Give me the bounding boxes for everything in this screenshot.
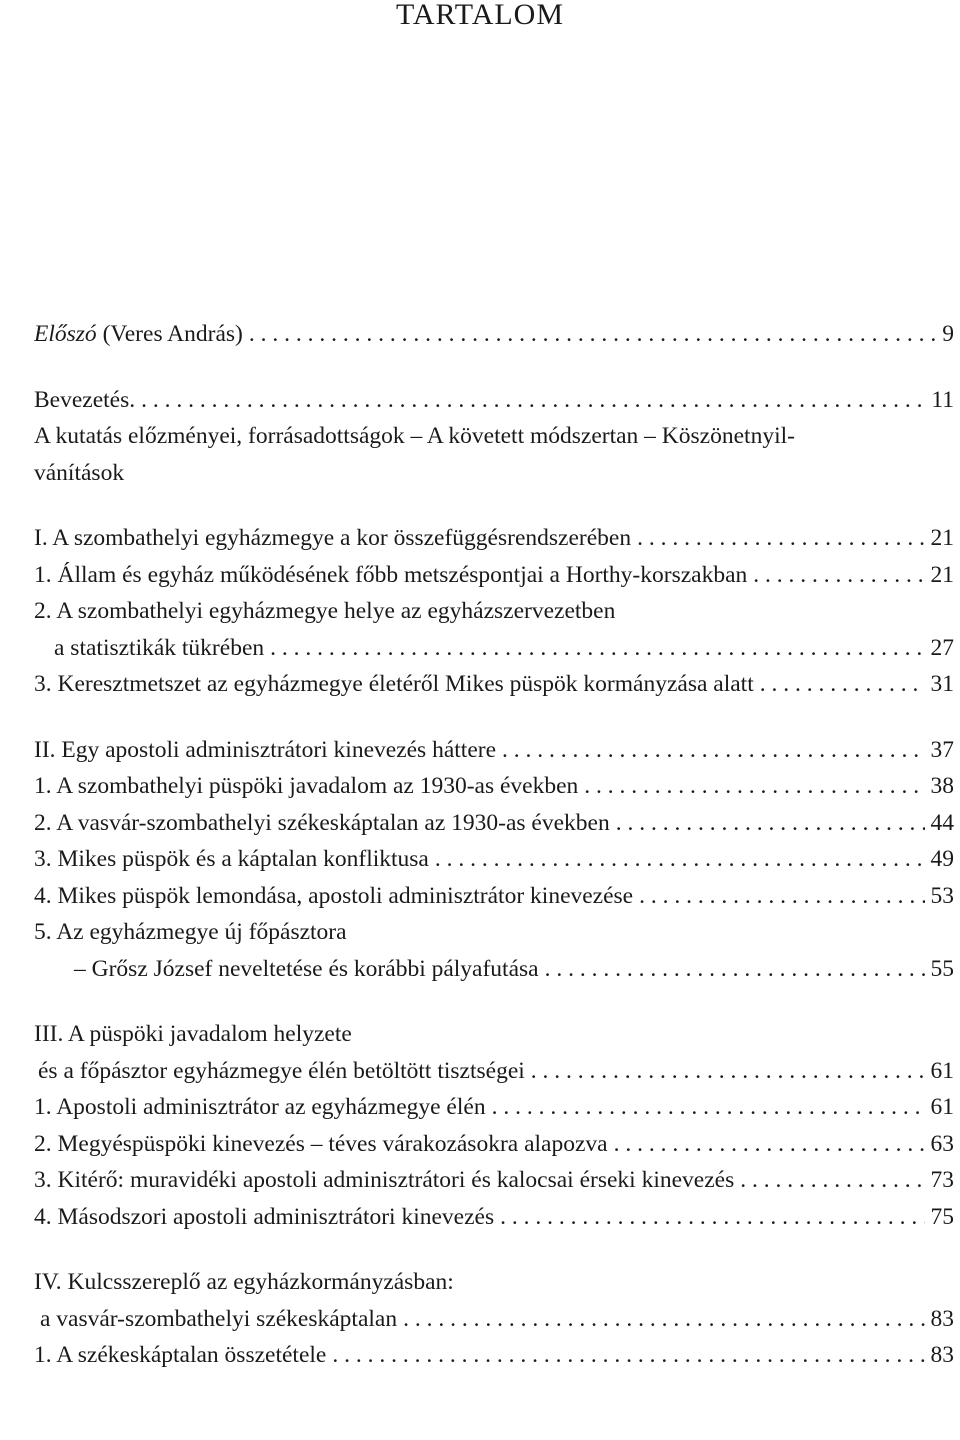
dot-leader bbox=[141, 382, 925, 419]
toc-entry-2-5-cont[interactable]: – Grősz József neveltetése és korábbi pályafutása . . . 55 bbox=[34, 951, 954, 988]
toc-entry-4-1[interactable]: 1. A székeskáptalan összetétele . . . 83 bbox=[34, 1337, 954, 1374]
page-number: 21 bbox=[930, 525, 954, 551]
page-number: 61 bbox=[930, 1057, 954, 1084]
toc-entry-3-4[interactable]: 4. Másodszori apostoli adminisztrátori kinevezés . . . 75 bbox=[34, 1199, 954, 1236]
dot-leader bbox=[403, 1301, 924, 1338]
dot-leader bbox=[500, 1199, 924, 1236]
toc-entry-chapter-1[interactable] bbox=[34, 520, 954, 557]
dot-leader bbox=[740, 1162, 924, 1199]
toc-entry-3-1[interactable]: 1. Apostoli adminisztrátor az egyházmegye élén . . . 61 bbox=[34, 1089, 954, 1126]
toc-entry-2-3[interactable]: 3. Mikes püspök és a káptalan konfliktusa . . . 49 bbox=[34, 841, 954, 878]
page-number: 9 bbox=[942, 321, 954, 347]
dot-leader bbox=[545, 951, 925, 988]
dot-leader bbox=[614, 1126, 925, 1163]
page-number: 75 bbox=[930, 1203, 954, 1230]
toc-entry-2-2[interactable]: 2. A vasvár-szombathelyi székeskáptalan az 1930-as években . . . 44 bbox=[34, 805, 954, 842]
toc-entry-1-2-cont[interactable]: a statisztikák tükrében . . . 27 bbox=[34, 630, 954, 667]
toc-entry-3-2[interactable]: 2. Megyéspüspöki kinevezés – téves várakozásokra alapozva . . . 63 bbox=[34, 1126, 954, 1163]
page-number: 61 bbox=[930, 1094, 954, 1120]
dot-leader bbox=[760, 666, 925, 703]
introduction-subtopics-cont: vánítások bbox=[34, 459, 125, 486]
page-number: 63 bbox=[930, 1130, 954, 1157]
introduction-label: Bevezetés. bbox=[34, 386, 136, 413]
toc-entry-chapter-2[interactable] bbox=[34, 732, 954, 769]
dot-leader bbox=[332, 1337, 924, 1374]
page-number: 53 bbox=[930, 882, 954, 909]
toc-entry-chapter-3-cont[interactable]: és a főpásztor egyházmegye élén betöltött tisztségei . . . 61 bbox=[34, 1053, 954, 1090]
toc-entry-2-5[interactable]: 5. Az egyházmegye új főpásztora bbox=[34, 919, 347, 945]
dot-leader bbox=[637, 520, 924, 557]
page-number: 38 bbox=[930, 773, 954, 799]
dot-leader bbox=[531, 1053, 925, 1090]
page-number: 73 bbox=[930, 1167, 954, 1193]
chapter-title: II. Egy apostoli adminisztrátori kinevezés háttere bbox=[34, 736, 497, 763]
toc-entry-2-1[interactable]: 1. A szombathelyi püspöki javadalom az 1930-as években . . . 38 bbox=[34, 768, 954, 805]
page-number: 31 bbox=[930, 671, 954, 697]
toc-entry-1-1[interactable]: 1. Állam és egyház működésének főbb metszéspontjai a Horthy-korszakban . . . 21 bbox=[34, 557, 954, 594]
introduction-subtopics: A kutatás előzményei, forrásadottságok – A követett módszertan – Köszönetnyil- bbox=[34, 423, 795, 449]
foreword-author: (Veres András) bbox=[96, 321, 243, 347]
page-number: 27 bbox=[930, 634, 954, 661]
toc-entry-foreword[interactable] bbox=[34, 316, 954, 353]
dot-leader bbox=[270, 630, 924, 667]
chapter-title: IV. Kulcsszereplő az egyházkormányzásban: bbox=[34, 1269, 454, 1295]
page-number: 21 bbox=[930, 561, 954, 588]
toc-entry-2-4[interactable]: 4. Mikes püspök lemondása, apostoli adminisztrátor kinevezése . . . 53 bbox=[34, 878, 954, 915]
page-number: 37 bbox=[930, 736, 954, 763]
foreword-label: Előszó bbox=[34, 321, 97, 347]
page-number: 55 bbox=[930, 955, 954, 982]
toc-entry-1-2[interactable]: 2. A szombathelyi egyházmegye helye az egyházszervezetben bbox=[34, 598, 616, 624]
page-number: 11 bbox=[931, 386, 954, 413]
chapter-title: I. A szombathelyi egyházmegye a kor összefüggésrendszerében bbox=[34, 525, 632, 551]
dot-leader bbox=[584, 768, 924, 805]
dot-leader bbox=[249, 316, 936, 353]
toc-entry-chapter-4[interactable] bbox=[34, 1264, 954, 1301]
dot-leader bbox=[616, 805, 925, 842]
dot-leader bbox=[502, 732, 924, 769]
toc-entry-1-3[interactable]: 3. Keresztmetszet az egyházmegye életéről Mikes püspök kormányzása alatt . . . 31 bbox=[34, 666, 954, 703]
page-title: TARTALOM bbox=[395, 0, 565, 31]
dot-leader bbox=[492, 1089, 925, 1126]
page-number: 83 bbox=[930, 1342, 954, 1368]
dot-leader bbox=[639, 878, 924, 915]
page-number: 44 bbox=[930, 809, 954, 836]
toc-entry-3-3[interactable]: 3. Kitérő: muravidéki apostoli adminisztrátori és kalocsai érseki kinevezés . . . 73 bbox=[34, 1162, 954, 1199]
table-of-contents bbox=[34, 316, 954, 1374]
toc-entry-introduction[interactable] bbox=[34, 382, 954, 419]
dot-leader bbox=[753, 557, 924, 594]
chapter-title: III. A püspöki javadalom helyzete bbox=[34, 1021, 352, 1047]
page-number: 83 bbox=[930, 1305, 954, 1332]
dot-leader bbox=[435, 841, 925, 878]
page-number: 49 bbox=[930, 846, 954, 872]
toc-entry-chapter-4-cont[interactable]: a vasvár-szombathelyi székeskáptalan . . . 83 bbox=[34, 1301, 954, 1338]
toc-entry-chapter-3[interactable] bbox=[34, 1016, 954, 1053]
